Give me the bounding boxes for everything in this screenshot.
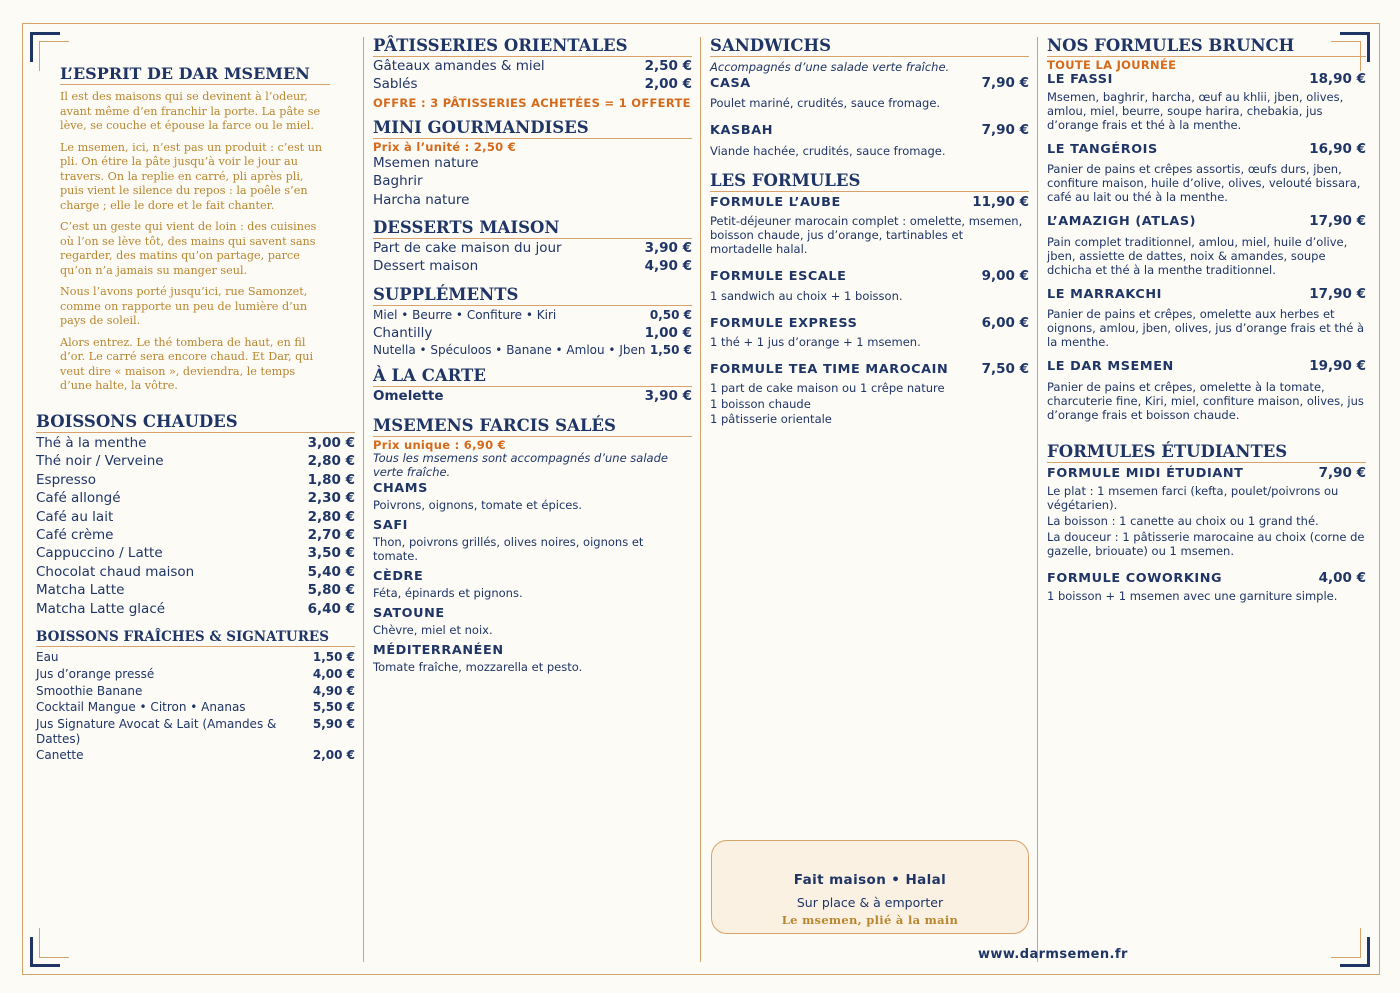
item-name: MÉDITERRANÉEN (373, 643, 504, 659)
item-price: 11,90 € (972, 193, 1029, 210)
brunch-item (1047, 357, 1366, 376)
item-name: Sablés (373, 76, 418, 93)
item-price: 17,90 € (1309, 213, 1366, 230)
patisseries-title: PÂTISSERIES ORIENTALES (373, 36, 692, 57)
footer-line-2: Sur place & à emporter (796, 895, 944, 910)
esprit-paragraph: Nous l’avons porté jusqu’ici, rue Samonzet, comme on rapporte un peu de lumière d’un pays de soleil. (60, 285, 308, 327)
footer-line-1: Fait maison • Halal (793, 872, 947, 888)
website-link[interactable]: www.darmsemen.fr (978, 947, 1128, 962)
column-4 (1047, 36, 1366, 603)
item-price: 16,90 € (1309, 141, 1366, 157)
item-price: 1,50 € (312, 650, 355, 664)
item-price: 6,00 € (981, 314, 1029, 331)
formule-item (710, 360, 1029, 379)
item-name: CASA (710, 76, 751, 91)
farcis-item (373, 569, 692, 600)
item-name: Cappuccino / Latte (36, 545, 163, 562)
item-name: Jus Signature Avocat & Lait (Amandes & Dattes) (36, 717, 277, 747)
item-price: 1,80 € (307, 471, 355, 488)
item-name: Café au lait (36, 508, 114, 525)
column-1 (36, 36, 355, 763)
item-name: Jus d’orange pressé (36, 666, 155, 681)
brunch-item (1047, 72, 1366, 87)
item-name: CÈDRE (373, 569, 424, 585)
sandwichs-title: SANDWICHS (710, 36, 1029, 57)
item-name: Canette (36, 748, 84, 763)
menu-item (373, 239, 692, 257)
item-name: Thé noir / Verveine (36, 453, 164, 470)
menu-item (373, 342, 692, 359)
menu-item (36, 683, 355, 700)
item-desc: 1 sandwich au choix + 1 boisson. (710, 288, 903, 303)
menu-item (373, 307, 692, 324)
menu-item (36, 452, 355, 470)
item-desc-line: 1 boisson chaude (710, 396, 811, 411)
esprit-paragraph: Il est des maisons qui se devinent à l’odeur, avant même d’en franchir la porte. La pâte se lève, se couche et épouse la farce ou le miel. (60, 90, 321, 132)
boissons-chaudes-section (36, 412, 355, 618)
esprit-paragraph: Alors entrez. Le thé tombera de haut, en fil d’or. Le carré sera encore chaud. Et Dar, qui veut dire « maison », deviendra, le temps d’une halte, la vôtre. (60, 335, 314, 392)
etudiant-item (1047, 569, 1366, 588)
sandwich-item (710, 74, 1029, 93)
etudiantes-title: FORMULES ÉTUDIANTES (1047, 442, 1366, 463)
column-2 (373, 36, 692, 674)
menu-item (36, 666, 355, 683)
item-name: Part de cake maison du jour (373, 240, 562, 257)
item-name: Thé à la menthe (36, 435, 147, 451)
item-desc: Tomate fraîche, mozzarella et pesto. (373, 660, 583, 675)
item-name: FORMULE COWORKING (1047, 571, 1223, 587)
item-desc: Panier de pains et crêpes, omelette à la tomate, charcuterie fine, Kiri, miel, confiture maison, olives, jus d’orange frais et boisson chaude. (1047, 379, 1364, 422)
formule-item (710, 193, 1029, 212)
item-desc-line: 1 boisson + 1 msemen avec une garniture simple. (1047, 589, 1338, 604)
menu-item (373, 191, 692, 209)
esprit-section (60, 64, 330, 394)
item-price: 17,90 € (1309, 285, 1366, 302)
item-name: Café allongé (36, 490, 121, 507)
item-name: Dessert maison (373, 258, 479, 275)
item-price: 18,90 € (1309, 71, 1366, 87)
item-name: Smoothie Banane (36, 683, 143, 698)
item-name: FORMULE TEA TIME MAROCAIN (710, 362, 949, 378)
item-desc: 1 thé + 1 jus d’orange + 1 msemen. (710, 335, 921, 350)
menu-item (36, 600, 355, 618)
item-price: 3,90 € (644, 240, 692, 257)
formule-item (710, 267, 1029, 286)
item-price: 4,90 € (312, 683, 355, 698)
item-name: Espresso (36, 471, 97, 488)
footer-box (711, 840, 1029, 934)
item-desc-line: La boisson : 1 canette au choix ou 1 grand thé. (1047, 514, 1319, 529)
item-desc: Petit-déjeuner marocain complet : omelette, msemen, boisson chaude, jus d’orange, tartinables et mortadelle halal. (710, 214, 1023, 257)
item-name: Msemen nature (373, 154, 479, 171)
item-name: Miel • Beurre • Confiture • Kiri (373, 307, 557, 322)
menu-item (36, 526, 355, 544)
item-name: Harcha nature (373, 191, 470, 208)
item-price: 7,90 € (1318, 464, 1366, 481)
carte-title: À LA CARTE (373, 366, 692, 387)
item-price: 6,40 € (307, 600, 355, 617)
item-price: 9,00 € (981, 268, 1029, 285)
mini-price-note: Prix à l’unité : 2,50 € (373, 139, 517, 154)
menu-item (36, 563, 355, 581)
item-name: FORMULE ESCALE (710, 269, 847, 285)
item-price: 0,50 € (649, 307, 692, 322)
farcis-item (373, 643, 692, 674)
item-price: 5,80 € (307, 582, 355, 599)
item-name: Eau (36, 650, 59, 664)
item-desc: Poivrons, oignons, tomate et épices. (373, 498, 582, 513)
item-price: 2,80 € (307, 508, 355, 525)
item-desc: Msemen, baghrir, harcha, œuf au khlii, jben, olives, amlou, miel, beurre, soupe harira, chebakia, jus d’orange frais et thé à la menthe. (1047, 90, 1344, 132)
item-name: LE FASSI (1047, 72, 1113, 87)
item-price: 1,50 € (649, 343, 692, 358)
item-name: L’AMAZIGH (ATLAS) (1047, 214, 1197, 230)
item-name: Café crème (36, 527, 114, 544)
item-price: 4,00 € (312, 666, 355, 681)
item-desc-line: La douceur : 1 pâtisserie marocaine au choix (corne de gazelle, briouate) ou 1 msemen. (1047, 530, 1365, 559)
formule-item (710, 314, 1029, 333)
footer-line-3: Le msemen, plié à la main (781, 913, 959, 927)
menu-item (373, 172, 692, 190)
brunch-title: NOS FORMULES BRUNCH (1047, 36, 1366, 57)
item-name: LE DAR MSEMEN (1047, 359, 1174, 375)
item-name: Matcha Latte (36, 582, 125, 599)
item-price: 2,00 € (644, 76, 692, 93)
menu-item (36, 747, 355, 764)
corner-bottom-right-inner (1331, 928, 1361, 958)
boissons-chaudes-title: BOISSONS CHAUDES (36, 412, 355, 433)
column-divider (1037, 37, 1038, 962)
sandwichs-note: Accompagnés d’une salade verte fraîche. (710, 60, 950, 74)
item-name: CHAMS (373, 481, 428, 497)
item-name: Omelette (373, 387, 444, 404)
column-divider (700, 37, 701, 962)
menu-item (36, 434, 355, 452)
item-name: Chocolat chaud maison (36, 563, 195, 580)
item-name: FORMULE MIDI ÉTUDIANT (1047, 465, 1244, 481)
item-desc: Panier de pains et crêpes assortis, œufs durs, jben, confiture maison, huile d’olive, olives, velouté bissara, café au lait ou thé à la menthe. (1047, 162, 1361, 205)
item-name: Cocktail Mangue • Citron • Ananas (36, 700, 246, 715)
menu-item (36, 489, 355, 507)
item-price: 5,90 € (312, 717, 355, 732)
brunch-item (1047, 140, 1366, 159)
menu-item (36, 717, 355, 747)
item-name: LE TANGÉROIS (1047, 142, 1158, 157)
item-desc: Féta, épinards et pignons. (373, 586, 523, 601)
item-price: 2,80 € (307, 453, 355, 470)
item-desc: Panier de pains et crêpes, omelette aux herbes et oignons, amlou, jben, olives, jus d’orange frais et thé à la menthe. (1047, 307, 1365, 350)
boissons-fraiches-section (36, 628, 355, 764)
farcis-item (373, 481, 692, 512)
item-price: 4,90 € (644, 258, 692, 275)
item-name: FORMULE L’AUBE (710, 194, 841, 210)
esprit-text (60, 90, 330, 394)
brunch-subtitle: TOUTE LA JOURNÉE (1047, 58, 1177, 72)
item-price: 5,40 € (307, 563, 355, 580)
item-price: 7,90 € (981, 122, 1029, 139)
item-name: Nutella • Spéculoos • Banane • Amlou • Jben (373, 343, 646, 358)
menu-item (36, 699, 355, 716)
brunch-item (1047, 285, 1366, 304)
item-desc: Viande hachée, crudités, sauce fromage. (710, 143, 946, 158)
item-price: 1,00 € (644, 324, 692, 341)
item-price: 2,00 € (312, 748, 355, 763)
item-price: 19,90 € (1309, 358, 1366, 375)
farcis-price-note: Prix unique : 6,90 € (373, 438, 506, 453)
item-price: 3,90 € (644, 387, 692, 404)
esprit-paragraph: Le msemen, ici, n’est pas un produit : c’est un pli. On étire la pâte jusqu’à voir le jour au travers. On la replie en carré, pli après pli, puis vient le silence du repos : la poêle s’en charge ; elle le dore et le fait chanter. (60, 140, 323, 212)
sandwich-item (710, 121, 1029, 140)
item-name: Gâteaux amandes & miel (373, 58, 545, 74)
item-price: 4,00 € (1318, 570, 1366, 587)
item-desc-line: 1 pâtisserie orientale (710, 412, 832, 427)
menu-item (373, 75, 692, 93)
item-name: SAFI (373, 518, 409, 534)
farcis-note: Tous les msemens sont accompagnés d’une salade verte fraîche. (373, 451, 668, 479)
supplements-title: SUPPLÉMENTS (373, 285, 692, 306)
item-name: Baghrir (373, 173, 423, 190)
farcis-title: MSEMENS FARCIS SALÉS (373, 416, 692, 437)
item-price: 7,90 € (981, 75, 1029, 91)
menu-item (373, 154, 692, 172)
patisseries-offer: OFFRE : 3 PÂTISSERIES ACHETÉES = 1 OFFERTE (373, 95, 691, 110)
item-desc: Thon, poivrons grillés, olives noires, oignons et tomate. (373, 535, 644, 564)
menu-item (373, 324, 692, 342)
item-desc: Chèvre, miel et noix. (373, 623, 493, 638)
farcis-item (373, 606, 692, 637)
menu-item (373, 57, 692, 75)
menu-item (36, 649, 355, 666)
item-name: LE MARRAKCHI (1047, 286, 1163, 302)
corner-bottom-left-inner (39, 928, 69, 958)
menu-item (373, 257, 692, 275)
item-price: 7,50 € (981, 361, 1029, 378)
item-name: FORMULE EXPRESS (710, 315, 858, 331)
etudiant-item (1047, 464, 1366, 483)
item-desc-line: 1 part de cake maison ou 1 crêpe nature (710, 381, 945, 396)
boissons-fraiches-title: BOISSONS FRAÎCHES & SIGNATURES (36, 628, 355, 647)
item-name: Matcha Latte glacé (36, 600, 166, 617)
item-price: 5,50 € (312, 700, 355, 715)
desserts-title: DESSERTS MAISON (373, 218, 692, 239)
brunch-item (1047, 212, 1366, 231)
item-price: 2,50 € (644, 58, 692, 74)
item-desc-line: Le plat : 1 msemen farci (kefta, poulet/poivrons ou végétarien). (1047, 484, 1339, 513)
farcis-item (373, 518, 692, 563)
item-price: 3,50 € (307, 545, 355, 562)
formules-title: LES FORMULES (710, 171, 1029, 192)
mini-title: MINI GOURMANDISES (373, 118, 692, 139)
item-desc: Poulet mariné, crudités, sauce fromage. (710, 96, 941, 111)
menu-item (36, 508, 355, 526)
column-divider (363, 37, 364, 962)
column-3 (710, 36, 1029, 428)
item-desc: Pain complet traditionnel, amlou, miel, huile d’olive, jben, assiette de dattes, noix & amandes, soupe dchicha et thé à la menthe traditionnel. (1047, 234, 1348, 277)
item-name: KASBAH (710, 123, 774, 139)
item-price: 2,70 € (307, 527, 355, 544)
esprit-title: L’ESPRIT DE DAR MSEMEN (60, 64, 330, 85)
item-price: 3,00 € (307, 435, 355, 451)
menu-item (373, 387, 692, 405)
esprit-paragraph: C’est un geste qui vient de loin : des cuisines où l’on se lève tôt, des mains qui savent sans regarder, des matins qu’on partage, parce qu’on n’a jamais su manger seul. (60, 220, 317, 277)
menu-item (36, 581, 355, 599)
menu-item (36, 471, 355, 489)
item-price: 2,30 € (307, 490, 355, 507)
item-name: SATOUNE (373, 606, 445, 622)
menu-item (36, 544, 355, 562)
item-name: Chantilly (373, 324, 433, 341)
